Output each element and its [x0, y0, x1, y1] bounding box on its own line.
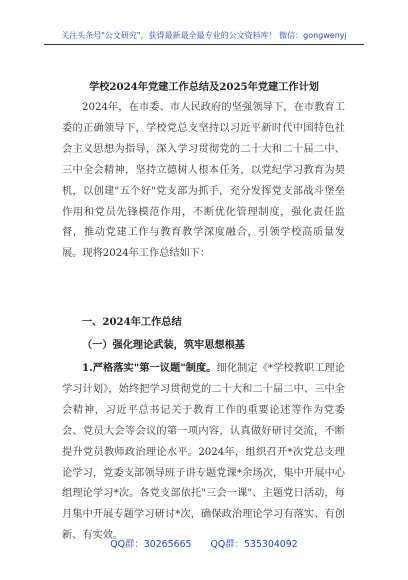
qq-group-1: QQ群：30265665 [110, 539, 192, 550]
header-banner: 关注头条号"公文研究"，获得最新最全最专业的公文资料库！ 微信：gongwenyj [61, 31, 347, 40]
item-paragraph [62, 358, 345, 547]
qq-group-2: QQ群：535304092 [210, 539, 298, 550]
footer-contact [0, 536, 408, 550]
item-text: 细化制定《*学校教职工理论学习计划》，始终把学习贯彻党的二十大和二十届二中、三中全会精神，习近平总书记关于教育工作的重要论述等作为党委会、党员大会等会议的第一项内容，认真做好研讨交流，不断提升党员教师政治理论水平。2024年，组织召开*次党总支理论学习，党委支部领导班子讲专题党课*余场次，集中开展中心组理论学习*次。各党支部依托"三会一课"、主题党日活动，每月集中开展专题学习研讨*次，确保政治理论学习有落实、有创新、有实效。 [62, 363, 346, 542]
item-lead: 1.严格落实"第一议题"制度。 [82, 362, 217, 374]
header-divider [44, 44, 364, 45]
document-title: 学校2024年党建工作总结及2025年党建工作计划 [89, 81, 319, 93]
section-heading: 一、2024年工作总结 [82, 316, 182, 328]
subsection-heading: （一）强化理论武装，筑牢思想根基 [82, 339, 245, 351]
intro-paragraph: 2024年，在市委、市人民政府的坚强领导下，在市教育工委的正确领导下，学校党总支坚持以习近平新时代中国特色社会主义思想为指导，深入学习贯彻党的二十大和二十届二中、三中全会精神，坚持立德树人根本任务，以党纪学习教育为契机，以创建"五个好"党支部为抓手，充分发挥党支部战斗堡垒作用和党员先锋模范作用，不断优化管理制度，强化责任监督，推动党建工作与教育教学深度融合，引领学校高质量发展。现将2024年工作总结如下： [62, 102, 345, 260]
